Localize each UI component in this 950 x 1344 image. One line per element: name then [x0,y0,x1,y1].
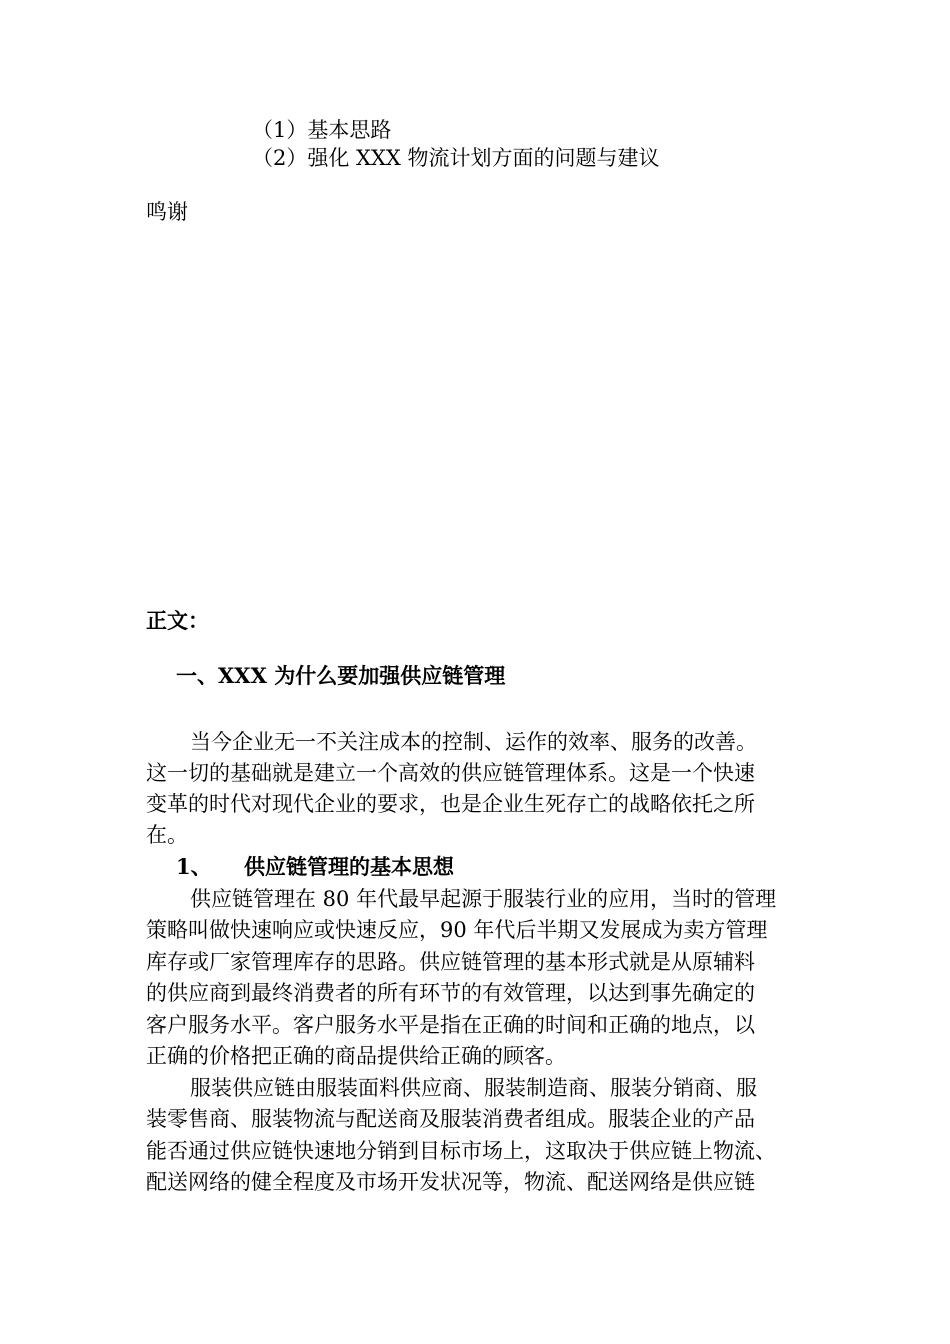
para1-line: 正确的价格把正确的商品提供给正确的顾客。 [146,1044,566,1068]
para2-line: 装零售商、服装物流与配送商及服装消费者组成。服装企业的产品 [146,1107,755,1131]
para2-line: 配送网络的健全程度及市场开发状况等，物流、配送网络是供应链 [146,1170,755,1194]
para2-line: 能否通过供应链快速地分销到目标市场上，这取决于供应链上物流、 [146,1139,776,1163]
section-1-heading: 一、XXX 为什么要加强供应链管理 [176,663,506,688]
toc-acknowledgement: 鸣谢 [146,200,188,224]
intro-line: 变革的时代对现代企业的要求，也是企业生死存亡的战略依托之所 [146,792,755,816]
toc-item-basic-ideas: （1）基本思路 [252,118,392,142]
para1-line: 供应链管理在 80 年代最早起源于服装行业的应用，当时的管理 [190,887,777,911]
toc-item-logistics-planning: （2）强化 XXX 物流计划方面的问题与建议 [252,146,660,170]
intro-line: 在。 [146,823,188,847]
intro-line: 当今企业无一不关注成本的控制、运作的效率、服务的改善。 [190,730,757,754]
intro-line: 这一切的基础就是建立一个高效的供应链管理体系。这是一个快速 [146,761,755,785]
subsection-number: 1、 [176,854,212,879]
para1-line: 策略叫做快速响应或快速反应，90 年代后半期又发展成为卖方管理 [146,918,768,942]
para1-line: 库存或厂家管理库存的思路。供应链管理的基本形式就是从原辅料 [146,950,755,974]
para1-line: 客户服务水平。客户服务水平是指在正确的时间和正确的地点，以 [146,1013,755,1037]
para1-line: 的供应商到最终消费者的所有环节的有效管理，以达到事先确定的 [146,981,755,1005]
main-text-label: 正文： [146,608,209,633]
para2-line: 服装供应链由服装面料供应商、服装制造商、服装分销商、服 [190,1076,757,1100]
subsection-title: 供应链管理的基本思想 [244,854,454,879]
